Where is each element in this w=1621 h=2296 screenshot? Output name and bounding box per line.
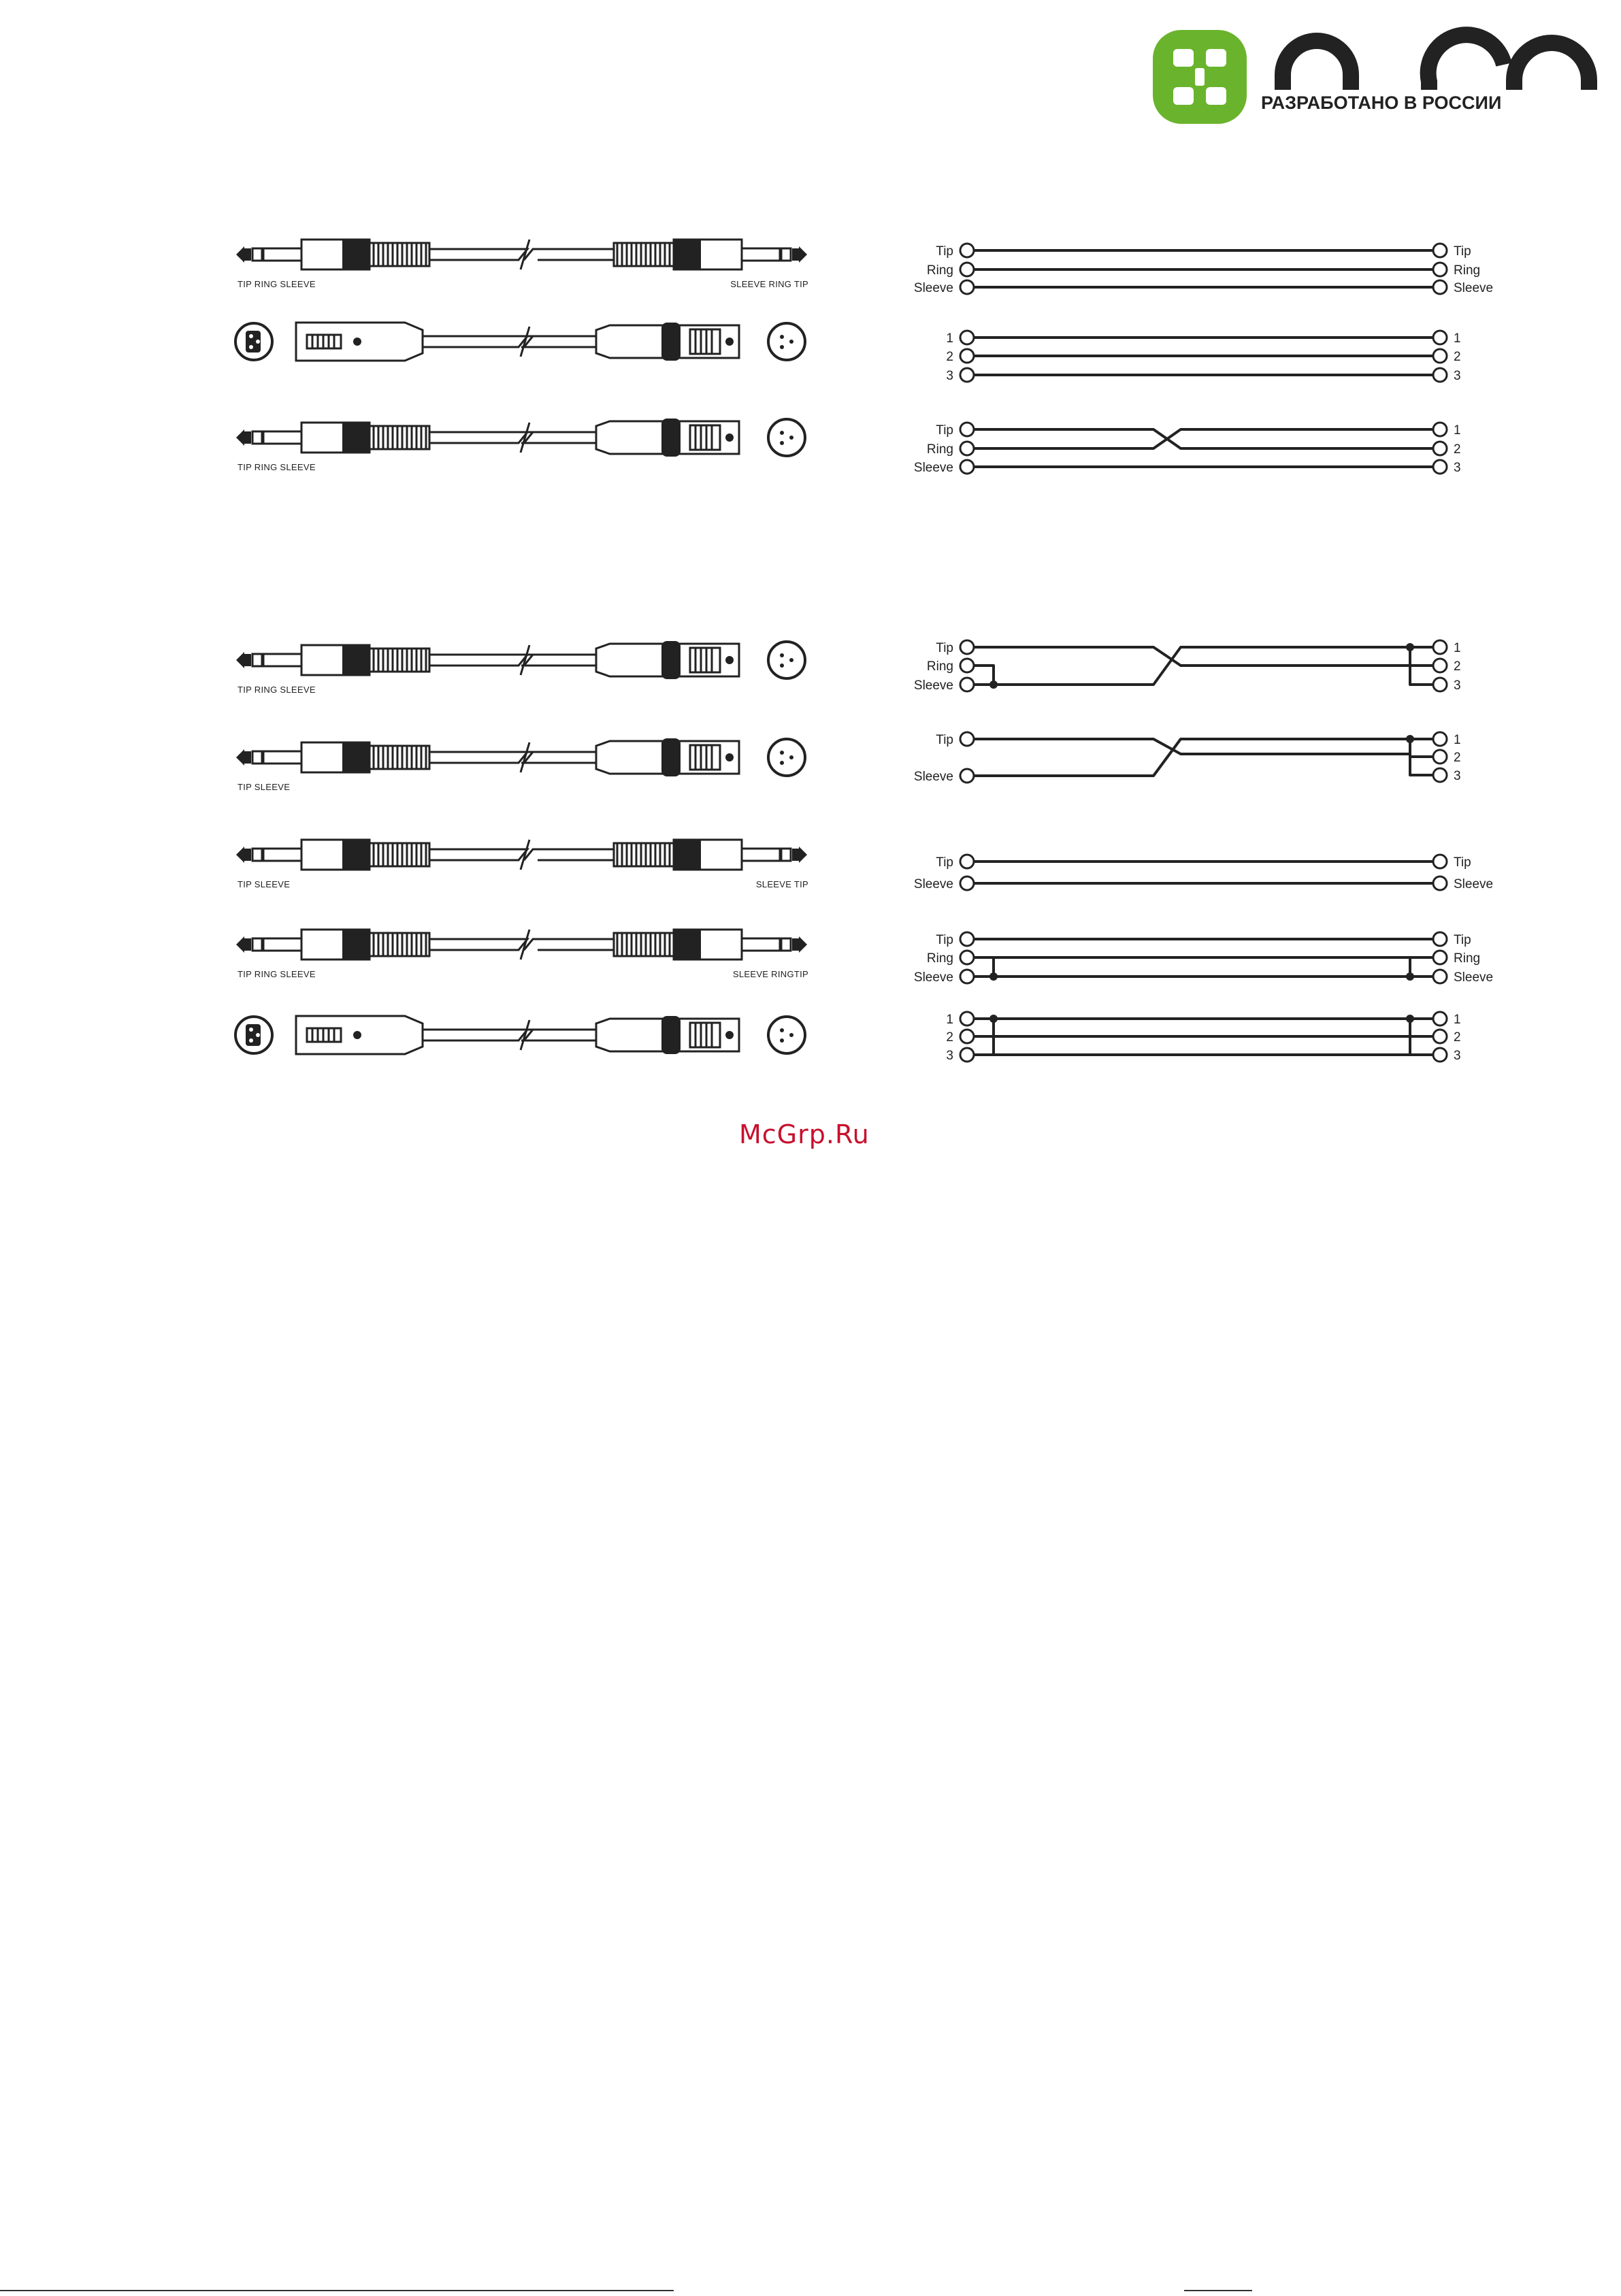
terminal-left	[960, 640, 974, 654]
terminal-left	[960, 932, 974, 946]
terminal-right	[1433, 732, 1447, 746]
terminal-right	[1433, 263, 1447, 276]
terminal-right-label: 2	[1454, 1030, 1461, 1045]
xlr-female-plug-icon	[521, 323, 805, 361]
trs-jack-plug-icon	[236, 423, 429, 453]
terminal-right-label: Tip	[1454, 855, 1471, 870]
junction-dot	[1406, 643, 1414, 651]
terminal-right	[1433, 932, 1447, 946]
terminal-left-label: Sleeve	[913, 281, 953, 295]
terminal-left	[960, 1048, 974, 1062]
terminal-left	[960, 423, 974, 436]
wiring-4	[914, 640, 1461, 693]
trs-jack-plug-icon	[236, 930, 429, 960]
cable-right-pin-label: SLEEVE TIP	[755, 879, 808, 889]
junction-dot	[989, 680, 998, 689]
terminal-right-label: Sleeve	[1454, 877, 1494, 891]
terminal-right	[1433, 460, 1447, 474]
cable-left-pin-label: TIP SLEEVE	[238, 879, 291, 889]
cable-wire	[429, 655, 517, 666]
terminal-left	[960, 368, 974, 382]
terminal-right-label: 3	[1454, 769, 1461, 783]
wiring-5	[914, 732, 1461, 784]
terminal-left-label: Sleeve	[913, 461, 953, 475]
terminal-left-label: 1	[946, 331, 953, 346]
terminal-right	[1433, 951, 1447, 964]
terminal-left-label: Ring	[926, 659, 953, 674]
terminal-left-label: Sleeve	[913, 970, 953, 985]
junction-dot	[989, 972, 998, 981]
wiring-8	[946, 1012, 1460, 1063]
terminal-left	[960, 970, 974, 983]
terminal-right-label: Tip	[1454, 244, 1471, 259]
watermark: McGrp.Ru	[739, 1119, 870, 1149]
terminal-left-label: 3	[946, 1049, 953, 1063]
terminal-left	[960, 263, 974, 276]
terminal-left-label: Ring	[926, 442, 953, 457]
wire-conductor	[974, 429, 1433, 448]
cable-left-pin-label: TIP RING SLEEVE	[238, 279, 316, 289]
cable-wire	[538, 939, 614, 950]
terminal-right	[1433, 442, 1447, 455]
ts-jack-plug-icon	[236, 840, 429, 870]
wiring-3	[914, 423, 1461, 475]
terminal-left	[960, 769, 974, 783]
trs-jack-plug-icon	[614, 240, 807, 269]
cable-wire	[538, 849, 614, 860]
cable-left-pin-label: TIP RING SLEEVE	[238, 462, 316, 472]
cable-right-pin-label: SLEEVE RINGTIP	[732, 969, 808, 979]
wire-conductor	[974, 739, 1433, 776]
terminal-left-label: 1	[946, 1013, 953, 1027]
cable-2	[235, 323, 805, 361]
cable-wire	[477, 336, 517, 347]
terminal-right-label: 1	[1454, 733, 1461, 747]
terminal-left	[960, 460, 974, 474]
terminal-right	[1433, 1048, 1447, 1062]
terminal-left-label: Tip	[936, 933, 953, 947]
terminal-right	[1433, 876, 1447, 890]
terminal-right	[1433, 640, 1447, 654]
terminal-right	[1433, 750, 1447, 764]
terminal-left	[960, 678, 974, 691]
terminal-right-label: Ring	[1454, 951, 1481, 966]
terminal-right	[1433, 423, 1447, 436]
terminal-left	[960, 659, 974, 672]
wiring-diagrams	[914, 244, 1493, 1063]
xlr-male-plug-icon	[235, 323, 477, 361]
wire-conductor	[974, 429, 1433, 448]
terminal-left-label: Tip	[936, 855, 953, 870]
wire-bridge	[974, 666, 994, 685]
terminal-left-label: Sleeve	[913, 770, 953, 784]
wire-conductor	[974, 647, 1410, 666]
junction-dot	[989, 1015, 998, 1023]
terminal-right	[1433, 855, 1447, 868]
ts-jack-plug-icon	[236, 742, 429, 772]
terminal-right	[1433, 331, 1447, 344]
terminal-right-label: 1	[1454, 1013, 1461, 1027]
cable-4	[236, 641, 805, 695]
xlr-female-plug-icon	[521, 1016, 805, 1054]
terminal-left-label: Ring	[926, 263, 953, 278]
junction-dot	[1406, 972, 1414, 981]
terminal-right	[1433, 970, 1447, 983]
cable-wire	[538, 249, 614, 260]
cable-wire	[538, 432, 596, 443]
terminal-left	[960, 331, 974, 344]
terminal-left-label: Sleeve	[913, 678, 953, 693]
cable-wire	[538, 655, 596, 666]
terminal-left-label: Tip	[936, 423, 953, 438]
cable-wire	[538, 1030, 596, 1040]
terminal-right-label: 2	[1454, 442, 1461, 457]
wire-conductor	[974, 739, 1410, 754]
terminal-right-label: Sleeve	[1454, 281, 1494, 295]
trs-jack-plug-icon	[236, 240, 429, 269]
terminal-right-label: Ring	[1454, 263, 1481, 278]
cable-6	[236, 840, 808, 889]
terminal-right-label: 3	[1454, 369, 1461, 383]
cable-left-pin-label: TIP RING SLEEVE	[238, 969, 316, 979]
terminal-left	[960, 951, 974, 964]
terminal-right	[1433, 768, 1447, 782]
cable-7	[236, 930, 808, 979]
trs-jack-plug-icon	[236, 645, 429, 675]
terminal-right	[1433, 349, 1447, 363]
terminal-left	[960, 855, 974, 868]
terminal-right-label: 2	[1454, 751, 1461, 765]
terminal-left-label: 3	[946, 369, 953, 383]
terminal-right-label: Sleeve	[1454, 970, 1494, 985]
xlr-female-plug-icon	[521, 738, 805, 776]
terminal-right-label: 2	[1454, 659, 1461, 674]
terminal-right	[1433, 678, 1447, 691]
junction-dot	[1406, 735, 1414, 743]
terminal-left	[960, 349, 974, 363]
cable-wire	[429, 249, 517, 260]
cable-wire	[538, 336, 596, 347]
terminal-left	[960, 732, 974, 746]
wiring-6	[914, 855, 1493, 891]
terminal-left	[960, 1030, 974, 1043]
xlr-female-plug-icon	[521, 419, 805, 457]
terminal-right-label: Tip	[1454, 933, 1471, 947]
terminal-left	[960, 280, 974, 294]
cable-8	[235, 1016, 805, 1054]
terminal-right-label: 1	[1454, 423, 1461, 438]
terminal-right-label: 3	[1454, 678, 1461, 693]
cable-wire	[429, 432, 517, 443]
terminal-right	[1433, 659, 1447, 672]
logo-tagline: РАЗРАБОТАНО В РОССИИ	[1261, 93, 1502, 113]
terminal-left-label: 2	[946, 350, 953, 364]
wiring-1	[914, 244, 1493, 295]
cable-wire	[429, 849, 517, 860]
cable-right-pin-label: SLEEVE RING TIP	[730, 279, 808, 289]
terminal-left-label: Ring	[926, 951, 953, 966]
ts-jack-plug-icon	[614, 840, 807, 870]
logo-wordmark	[1283, 35, 1589, 90]
terminal-right-label: 3	[1454, 461, 1461, 475]
terminal-right	[1433, 244, 1447, 257]
cable-3	[236, 419, 805, 472]
terminal-right	[1433, 280, 1447, 294]
terminal-left-label: Tip	[936, 244, 953, 259]
cable-left-pin-label: TIP SLEEVE	[238, 782, 291, 792]
junction-dot	[1406, 1015, 1414, 1023]
cable-wire	[538, 752, 596, 763]
wiring-2	[946, 331, 1460, 383]
terminal-right-label: 3	[1454, 1049, 1461, 1063]
terminal-right	[1433, 1030, 1447, 1043]
terminal-left	[960, 1012, 974, 1026]
terminal-left-label: Sleeve	[913, 877, 953, 891]
cable-wire	[429, 939, 517, 950]
cable-wire	[429, 752, 517, 763]
cable-5	[236, 738, 805, 792]
cable-left-pin-label: TIP RING SLEEVE	[238, 685, 316, 695]
terminal-left-label: 2	[946, 1030, 953, 1045]
xlr-female-plug-icon	[521, 641, 805, 679]
brand-logo	[1153, 30, 1589, 124]
trs-jack-plug-icon	[614, 930, 807, 960]
terminal-right-label: 1	[1454, 331, 1461, 346]
terminal-left	[960, 442, 974, 455]
xlr-male-plug-icon	[235, 1016, 477, 1054]
terminal-right	[1433, 1012, 1447, 1026]
wire-bridge	[1410, 957, 1433, 977]
wire-bridge	[974, 957, 994, 977]
terminal-left	[960, 244, 974, 257]
terminal-right-label: 2	[1454, 350, 1461, 364]
terminal-right-label: 1	[1454, 641, 1461, 655]
terminal-right	[1433, 368, 1447, 382]
cable-wire	[477, 1030, 517, 1040]
terminal-left-label: Tip	[936, 733, 953, 747]
terminal-left	[960, 876, 974, 890]
cable-1	[236, 240, 808, 289]
cable-illustrations	[235, 240, 808, 1054]
terminal-left-label: Tip	[936, 641, 953, 655]
wiring-7	[914, 932, 1493, 985]
